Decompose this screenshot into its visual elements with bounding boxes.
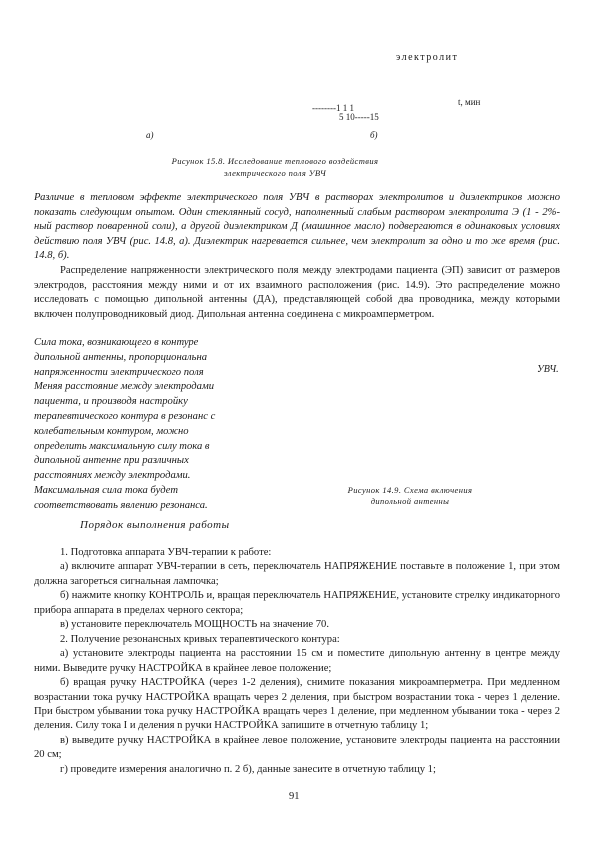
left-line: пациента, и производя настройку [34,396,188,408]
left-line: расстояниях между электродами. [34,470,191,482]
figure-caption-line1: Рисунок 15.8. Исследование теплового воздействия [171,156,379,166]
step-item: в) установите переключатель МОЩНОСТЬ на значение 70. [60,619,329,631]
step-item: в) выведите ручку НАСТРОЙКА в крайнее левое положение, установите электроды пациента на расстоянии 20 см; [34,734,560,761]
section-title: Порядок выполнения работы [80,519,230,531]
figure-right-caption-line2: дипольной антенны [370,496,450,506]
distribution-paragraph: Распределение напряженности электрического поля между электродами пациента (ЭП) зависит от размеров электродов, расстояния между ними и от их взаимного расположения (рис. 14.9). Это распределение можно исследовать с помощью дипольной антенны (ДА), представляющей собой два проводника, между которыми включен полупроводниковый диод. Дипольная антенна соединена с микроамперметром. [34,265,560,320]
step-item: 2. Получение резонансных кривых терапевтического контура: [60,633,340,645]
step-item: б) вращая ручку НАСТРОЙКА (через 1-2 деления), снимите показания микроамперметра. При медленном возрастании тока ручку НАСТРОЙКА вращать через 2 деления, при быстром возрастании тока - через 1 деление. При быстром убывании тока ручку НАСТРОЙКА вращать через 1 деление, при медленном убывании тока - через 2 деления. Силу тока I и деления n ручки НАСТРОЙКА запишите в отчетную таблицу 1; [34,677,560,732]
left-line: дипольной антенне при различных [34,455,189,467]
left-line: соответствовать явлению резонанса. [34,499,208,511]
step-item: г) проведите измерения аналогично п. 2 б), данные занесите в отчетную таблицу 1; [60,763,436,775]
intro-paragraph: Различие в тепловом эффекте электрического поля УВЧ в растворах электролитов и диэлектриков можно показать следующим опытом. Один стеклянный сосуд, наполненный слабым раствором электролита Э (1 - 2%-ный раствор поваренной соли), а другой диэлектриком Д (машинное масло) подвергаются в одинаковых условиях действию поля УВЧ (рис. 14.8, а). Диэлектрик нагревается сильнее, чем электролит за одно и то же время (рис. 14.8, б). [34,192,560,262]
figure-right-caption-line1: Рисунок 14.9. Схема включения [347,485,473,495]
step-item: 1. Подготовка аппарата УВЧ-терапии к работе: [60,547,272,558]
electrolyte-label: электролит [396,52,459,63]
left-line: напряженности электрического поля [34,366,204,378]
left-line: определить максимальную силу тока в [34,440,210,452]
left-line: Максимальная сила тока будет [34,484,178,496]
step-item: а) установите электроды пациента на расстоянии 15 см и поместите дипольную антенну в центре между ними. Выведите ручку НАСТРОЙКА в крайнее левое положение; [34,648,560,674]
left-line: колебательным контуром, можно [34,425,189,437]
step-item: б) нажмите кнопку КОНТРОЛЬ и, вращая переключатель НАПРЯЖЕНИЕ, установите стрелку индикаторного прибора аппарата в пределах черного сектора; [34,590,560,616]
left-line: Меняя расстояние между электродами [34,381,215,393]
left-line: Сила тока, возникающего в контуре [34,337,199,348]
uvch-label: УВЧ. [537,364,559,375]
time-axis-label: t, мин [458,97,481,107]
left-line: терапевтического контура в резонанс с [34,410,216,422]
figure-caption-line2: электрического поля УВЧ [223,168,327,178]
figure-label-a: а) [146,130,154,140]
axis-ticks-row: --------1 1 1 [312,103,354,113]
left-column-text [34,336,256,514]
step-item: а) включите аппарат УВЧ-терапии в сеть, переключатель НАПРЯЖЕНИЕ поставьте в положение 1, при этом должна загореться сигнальная лампочка; [34,561,560,587]
axis-values-row: 5 10-----15 [339,112,379,122]
figure-label-b: б) [370,130,378,140]
steps-list [34,546,560,777]
page-number: 91 [289,791,300,802]
left-line: дипольной антенны, пропорциональна [34,351,208,363]
